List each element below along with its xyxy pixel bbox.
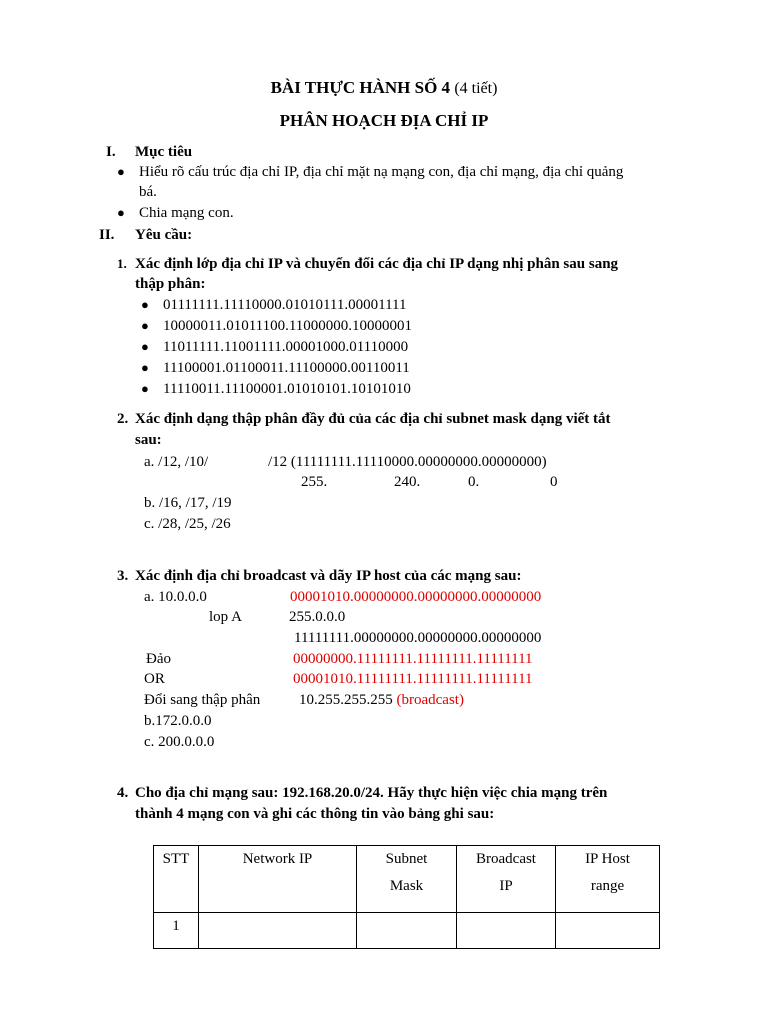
- subnet-table: [153, 845, 660, 949]
- section1-bullet2: Chia mạng con.: [139, 205, 234, 221]
- q3-decimal-label: Đổi sang thập phân: [144, 692, 261, 708]
- q3-or-binary: 00001010.11111111.11111111.11111111: [293, 671, 533, 687]
- col-subnet-mask: [357, 846, 457, 913]
- bullet-icon: ●: [141, 318, 149, 333]
- q3-broadcast-value: [299, 690, 464, 710]
- bullet-icon: ●: [141, 297, 149, 312]
- q3-b-label: b.172.0.0.0: [144, 713, 212, 729]
- header-broadcast: Broadcast: [476, 851, 536, 867]
- q3-or-label: OR: [144, 671, 165, 687]
- table-cell[interactable]: [154, 913, 199, 949]
- q3-mask-binary: 11111111.00000000.00000000.00000000: [294, 630, 542, 646]
- header-network-ip: Network IP: [242, 851, 313, 867]
- row-stt: 1: [172, 918, 180, 934]
- section1-num: I.: [106, 144, 116, 160]
- q3-invert-label: Đảo: [146, 651, 171, 667]
- q1-item: 01111111.11110000.01010111.00001111: [163, 297, 407, 313]
- q1-item: 11110011.11100001.01010101.10101010: [163, 381, 411, 397]
- q2-a-dec-octet: 255.: [301, 474, 328, 490]
- section1-heading: Mục tiêu: [135, 144, 193, 160]
- col-ip-host-range: [556, 846, 660, 913]
- table-header-row: [154, 846, 660, 913]
- page-title: [0, 78, 768, 99]
- q3-broadcast: 10.255.255.255: [299, 692, 393, 708]
- col-stt: [154, 846, 199, 913]
- header-subnet: Subnet: [385, 851, 428, 867]
- bullet-icon: ●: [141, 360, 149, 375]
- q3-class-label: lop A: [209, 609, 242, 625]
- q3-invert-binary: 00000000.11111111.11111111.11111111: [293, 651, 533, 667]
- q3-a-label: a. 10.0.0.0: [144, 589, 207, 605]
- header-ip-host: IP Host: [585, 851, 630, 867]
- q3-mask: 255.0.0.0: [289, 609, 346, 625]
- bullet-icon: ●: [141, 381, 149, 396]
- q2-num: 2.: [117, 411, 129, 427]
- q3-broadcast-note: (broadcast): [396, 692, 464, 708]
- q2-a-label: a. /12, /10/: [144, 454, 209, 470]
- title-normal: (4 tiết): [454, 80, 498, 97]
- q1-item: 11011111.11001111.00001000.01110000: [163, 339, 409, 355]
- section1-bullet1-cont: bá.: [139, 184, 157, 200]
- col-broadcast-ip: [457, 846, 556, 913]
- q2-text-cont: sau:: [135, 432, 162, 448]
- header-range: range: [590, 878, 625, 894]
- section2-heading: Yêu cầu:: [135, 227, 193, 243]
- q3-c-label: c. 200.0.0.0: [144, 734, 215, 750]
- q2-a-answer: /12 (11111111.11110000.00000000.00000000): [268, 454, 547, 470]
- q1-item: 10000011.01011100.11000000.10000001: [163, 318, 413, 334]
- q1-text: Xác định lớp địa chỉ IP và chuyển đổi các địa chỉ IP dạng nhị phân sau sang: [135, 256, 619, 272]
- col-network-ip: [199, 846, 357, 913]
- bullet-icon: ●: [141, 339, 149, 354]
- section1-bullet1: Hiểu rõ cấu trúc địa chỉ IP, địa chỉ mặt nạ mạng con, địa chỉ mạng, địa chỉ quảng: [139, 164, 624, 180]
- section2-num: II.: [99, 227, 115, 243]
- q2-text: Xác định dạng thập phân đầy đủ của các địa chỉ subnet mask dạng viết tắt: [135, 411, 611, 427]
- bullet-icon: ●: [117, 164, 125, 179]
- q4-text: Cho địa chỉ mạng sau: 192.168.20.0/24. Hãy thực hiện việc chia mạng trên: [135, 785, 608, 801]
- q1-text-cont: thập phân:: [135, 276, 206, 292]
- bullet-icon: ●: [117, 205, 125, 220]
- q4-text-cont: thành 4 mạng con và ghi các thông tin vào bảng ghi sau:: [135, 806, 495, 822]
- q1-num: 1.: [117, 256, 127, 271]
- q2-a-dec-octet: 0.: [468, 474, 480, 490]
- header-mask: Mask: [389, 878, 424, 894]
- q4-num: 4.: [117, 785, 129, 801]
- q1-item: 11100001.01100011.11100000.00110011: [163, 360, 410, 376]
- q2-b-label: b. /16, /17, /19: [144, 495, 232, 511]
- table-cell[interactable]: [199, 913, 357, 949]
- page-subtitle: PHÂN HOẠCH ĐỊA CHỈ IP: [279, 111, 489, 130]
- q2-a-dec-octet: 240.: [394, 474, 421, 490]
- table-cell[interactable]: [457, 913, 556, 949]
- header-ip: IP: [499, 878, 513, 894]
- header-stt: STT: [162, 851, 190, 867]
- q3-num: 3.: [117, 568, 129, 584]
- q3-text: Xác định địa chỉ broadcast và dãy IP host của các mạng sau:: [135, 568, 522, 584]
- q2-a-dec-octet: 0: [550, 474, 558, 490]
- table-row: [154, 913, 660, 949]
- q3-a-binary: 00001010.00000000.00000000.00000000: [290, 589, 542, 605]
- q2-c-label: c. /28, /25, /26: [144, 516, 231, 532]
- table-cell[interactable]: [556, 913, 660, 949]
- title-bold: BÀI THỰC HÀNH SỐ 4: [270, 78, 451, 97]
- table-cell[interactable]: [357, 913, 457, 949]
